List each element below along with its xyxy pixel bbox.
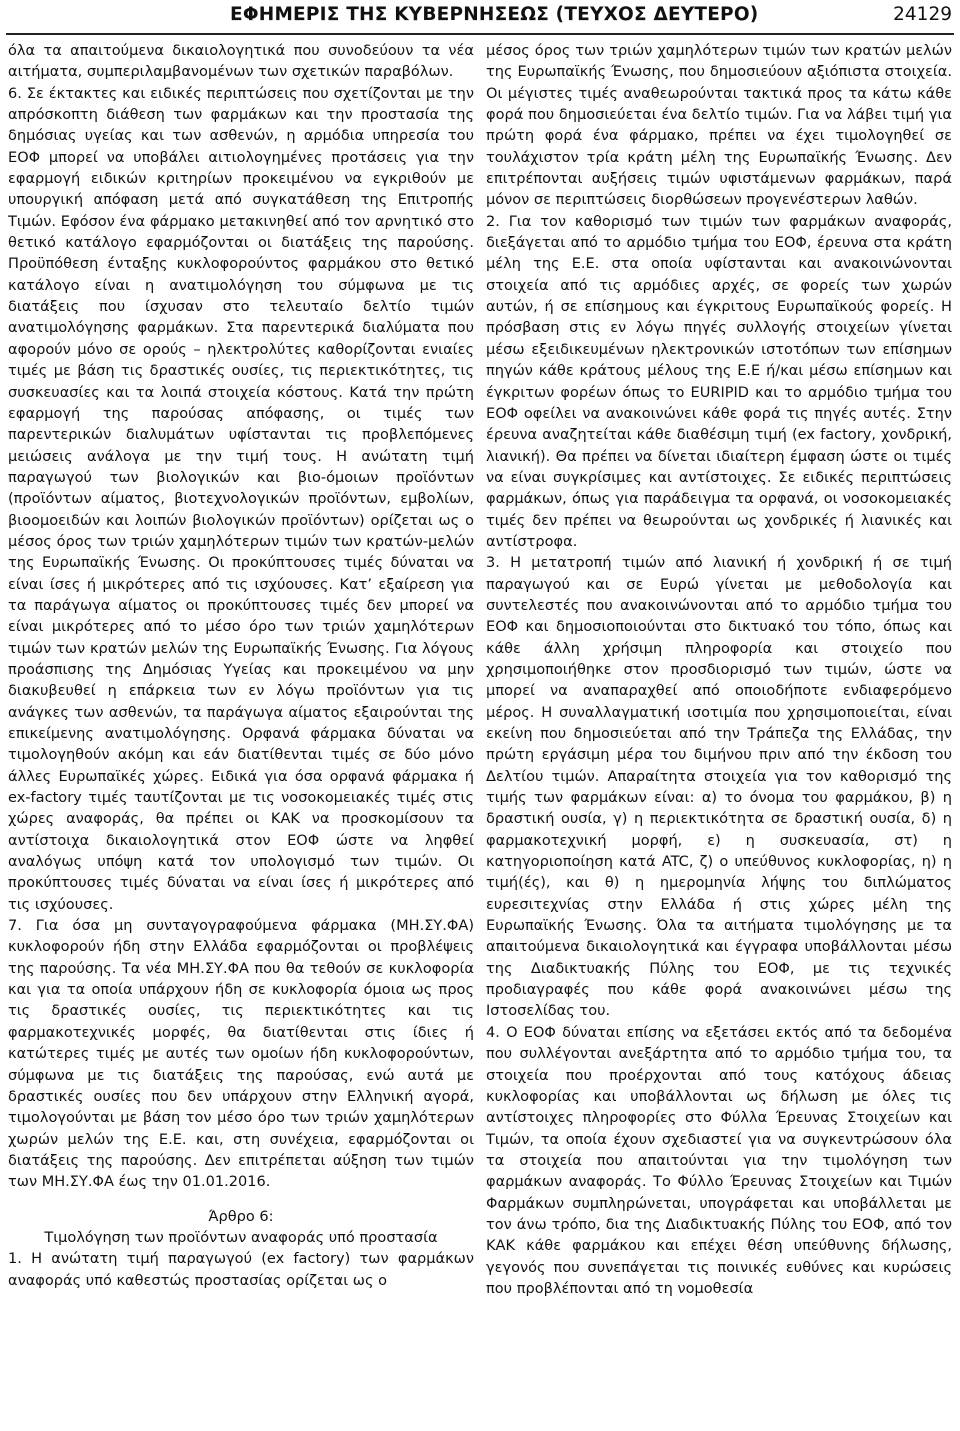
left-column [8, 40, 474, 1291]
right-paragraph-2: 2. Για τον καθορισμό των τιμών των φαρμάκων αναφοράς, διεξάγεται από το αρμόδιο τμήμα του ΕΟΦ, έρευνα στα κράτη μέλη της Ε.Ε. στα οποία υφίστανται και ανακοινώνονται στοιχεία από τις αρμόδιες αρχές, σε φορείς των χωρών αυτών, ή σε επίσημους και έγκριτους Ευρωπαϊκούς φορείς. Η πρόσβαση στις εν λόγω πηγές συλλογής στοιχείων γίνεται μέσω εξειδικευμένων ηλεκτρονικών ιστοτόπων των επίσημων πηγών κάθε κράτους μέλους της Ε.Ε ή/και μέσω επίσημων και έγκριτων φορέων όπως το EURIPID και το αρμόδιο τμήμα του ΕΟΦ οφείλει να ανακοινώνει κάθε φορά τις πηγές αυτές. Στην έρευνα αναζητείται κάθε διαθέσιμη τιμή (ex factory, χονδρική, λιανική). Θα πρέπει να δίνεται ιδιαίτερη έμφαση ώστε οι τιμές να είναι συγκρίσιμες και αντίστοιχες. Σε ειδικές περιπτώσεις φαρμάκων, όπως για παράδειγμα τα ορφανά, οι νοσοκομειακές τιμές δεν πρέπει να θεωρούνται ως χονδρικές ή λιανικές και αντίστροφα. [486, 212, 952, 550]
right-column [486, 40, 952, 1299]
article-title: Τιμολόγηση των προϊόντων αναφοράς υπό προστασία [44, 1228, 438, 1246]
gazette-title: ΕΦΗΜΕΡΙΣ ΤΗΣ ΚΥΒΕΡΝΗΣΕΩΣ (ΤΕΥΧΟΣ ΔΕΥΤΕΡΟ) [230, 4, 759, 25]
right-paragraph-1: μέσος όρος των τριών χαμηλότερων τιμών των κρατών μελών της Ευρωπαϊκής Ένωσης, που δημοσιεύουν αξιόπιστα στοιχεία. Οι μέγιστες τιμές αναθεωρούνται τακτικά προς τα κάτω κάθε φορά που δημοσιεύεται ένα δελτίο τιμών. Για να λάβει τιμή για πρώτη φορά ένα φάρμακο, πρέπει να έχει τιμολογηθεί σε τουλάχιστον τρία κράτη μέλη της Ευρωπαϊκής Ένωσης. Δεν επιτρέπονται αυξήσεις τιμών υφιστάμενων φαρμάκων, παρά μόνον σε περιπτώσεις διορθώσεων προγενέστερων λαθών. [486, 42, 952, 209]
page-number: 24129 [893, 4, 952, 25]
right-paragraph-3: 3. Η μετατροπή τιμών από λιανική ή χονδρική ή σε τιμή παραγωγού και σε Ευρώ γίνεται με μεθοδολογία και συντελεστές που ανακοινώνονται από το αρμόδιο τμήμα του ΕΟΦ και δημοσιοποιούνται στο δικτυακό του τόπο, όπως και κάθε άλλη χρήσιμη πληροφορία και στοιχείο που χρησιμοποιήθηκε στον προσδιορισμό των τιμών, ώστε να μπορεί να αναπαραχθεί από οποιοδήποτε ενδιαφερόμενο μέρος. Η συναλλαγματική ισοτιμία που χρησιμοποιείται, είναι εκείνη που δημοσιεύεται από την Τράπεζα της Ελλάδας, την πρώτη εργάσιμη μέρα του διμήνου πριν από την έκδοση του Δελτίου τιμών. Απαραίτητα στοιχεία για τον καθορισμό της τιμής των φαρμάκων είναι: α) το όνομα του φαρμάκου, β) η δραστική ουσία, γ) η περιεκτικότητα σε δραστική ουσία, δ) η φαρμακοτεχνική μορφή, ε) η συσκευασία, στ) η κατηγοριοποίηση κατά ATC, ζ) ο υπεύθυνος κυκλοφορίας, η) η τιμή(ές), και θ) η ημερομηνία λήψης του διπλώματος ευρεσιτεχνίας στην Ελλάδα ή στις χώρες μέλη της Ευρωπαϊκής Ένωσης. Όλα τα αιτήματα τιμολόγησης με τα απαιτούμενα δικαιολογητικά και έγγραφα υποβάλλονται μέσω της Διαδικτυακής Πύλης του ΕΟΦ, με τις τεχνικές προδιαγραφές που κάθε φορά ανακοινώνει μέσω της Ιστοσελίδας του. [486, 554, 952, 1020]
article-heading: Άρθρο 6: [208, 1207, 274, 1225]
left-paragraph-3: 7. Για όσα μη συνταγογραφούμενα φάρμακα (ΜΗ.ΣΥ.ΦΑ) κυκλοφορούν ήδη στην Ελλάδα εφαρμόζονται οι προβλέψεις της παρούσης. Τα νέα ΜΗ.ΣΥ.ΦΑ που θα τεθούν σε κυκλοφορία και για τα οποία υπάρχουν ήδη σε κυκλοφορία όμοια ως προς τις δραστικές ουσίες, τις περιεκτικότητες και τις φαρμακοτεχνικές μορφές, θα διατίθενται στις ίδιες ή κατώτερες τιμές με αυτές των ομοίων ήδη κυκλοφορούντων, σύμφωνα με τις διατάξεις της παρούσας, ενώ αυτά με δραστικές ουσίες που δεν υπάρχουν στην Ελληνική αγορά, τιμολογούνται με βάση τον μέσο όρο των τριών χαμηλότερων χωρών μελών της Ε.Ε. και, στη συνέχεια, εφαρμόζονται οι διατάξεις της παρούσης. Δεν επιτρέπεται αύξηση των τιμών των ΜΗ.ΣΥ.ΦΑ έως την 01.01.2016. [8, 917, 474, 1191]
left-paragraph-4: 1. Η ανώτατη τιμή παραγωγού (ex factory) των φαρμάκων αναφοράς υπό καθεστώς προστασίας ορίζεται ως ο [8, 1250, 474, 1289]
left-paragraph-1: όλα τα απαιτούμενα δικαιολογητικά που συνοδεύουν τα νέα αιτήματα, συμπεριλαμβανομένων των σχετικών παραβόλων. [8, 42, 474, 81]
page-header [0, 0, 960, 36]
header-rule [6, 33, 954, 35]
left-paragraph-2: 6. Σε έκτακτες και ειδικές περιπτώσεις που σχετίζονται με την απρόσκοπτη διάθεση των φαρμάκων και την προστασία της δημόσιας υγείας και των ασθενών, η αρμόδια υπηρεσία του ΕΟΦ μπορεί να υποβάλει αιτιολογημένες προτάσεις για την εφαρμογή ειδικών κριτηρίων προκειμένου να εγκριθούν με υπουργική απόφαση μετά από συγκατάθεση της Επιτροπής Τιμών. Εφόσον ένα φάρμακο μετακινηθεί από τον αρνητικό στο θετικό κατάλογο εφαρμόζονται οι διατάξεις της παρούσης. Προϋπόθεση ένταξης κυκλοφορούντος φαρμάκου στο θετικό κατάλογο είναι η ανατιμολόγηση του σύμφωνα με τις διατάξεις που ίσχυσαν στο τελευταίο δελτίο τιμών ανατιμολόγησης φαρμάκων. Στα παρεντερικά διαλύματα που αφορούν μόνο σε ορούς – ηλεκτρολύτες καθορίζονται ενιαίες τιμές με βάση τις δραστικές ουσίες, τις περιεκτικότητες, τις συσκευασίες και τα λοιπά στοιχεία κόστους. Κατά την πρώτη εφαρμογή της παρούσας απόφασης, οι τιμές των παρεντερικών διαλυμάτων υφίστανται τις προβλεπόμενες μειώσεις ανάλογα με την τιμή τους. Η ανώτατη τιμή παραγωγού των βιολογικών και βιο-όμοιων προϊόντων (προϊόντων αίματος, βιοτεχνολογικών προϊόντων, εμβολίων, βιοομοειδών και λοιπών βιολογικών προϊόντων) ορίζεται ως ο μέσος όρος των τριών χαμηλότερων τιμών των κρατών-μελών της Ευρωπαϊκής Ένωσης. Οι προκύπτουσες τιμές δύναται να είναι ίσες ή μικρότερες από τις ισχύουσες. Κατ’ εξαίρεση για τα παράγωγα αίματος οι προκύπτουσες τιμές δεν μπορεί να είναι μικρότερες από το μέσο όρο των τριών χαμηλότερων τιμών των κρατών μελών της Ευρωπαϊκής Ένωσης. Για λόγους προάσπισης της Δημόσιας Υγείας και προκειμένου να μην διακυβευθεί η επάρκεια των εν λόγω προϊόντων για τις ανάγκες των ασθενών, τα παράγωγα αίματος εξαιρούνται της επικείμενης ανατιμολόγησης. Ορφανά φάρμακα δύναται να τιμολογηθούν ακόμη και εάν διατίθενται τιμές σε δύο μόνο άλλες Ευρωπαϊκές χώρες. Ειδικά για όσα ορφανά φάρμακα ή ex-factory τιμές ταυτίζονται με τις νοσοκομειακές τιμές στις χώρες αναφοράς, θα πρέπει οι ΚΑΚ να προσκομίσουν τα αντίστοιχα δικαιολογητικά στον ΕΟΦ ώστε να ληφθεί αναλόγως υπόψη κατά τον υπολογισμό των τιμών. Οι προκύπτουσες τιμές δύναται να είναι ίσες ή μικρότερες από τις ισχύουσες. [8, 84, 474, 913]
right-paragraph-4: 4. Ο ΕΟΦ δύναται επίσης να εξετάσει εκτός από τα δεδομένα που συλλέγονται ανεξάρτητα από το αρμόδιο τμήμα του, τα στοιχεία που προέρχονται από τους κατόχους άδειας κυκλοφορίας και υποβάλλονται ως δήλωση με όλες τις αντίστοιχες πληροφορίες στο Φύλλα Έρευνας Στοιχείων και Τιμών, τα οποία έχουν σχεδιαστεί για να συγκεντρώσουν όλα τα στοιχεία που απαιτούνται για την τιμολόγηση των φαρμάκων αναφοράς. Το Φύλλο Έρευνας Στοιχείων και Τιμών Φαρμάκων συμπληρώνεται, υπογράφεται και υποβάλλεται με τον άνω τρόπο, δια της Διαδικτυακής Πύλης του ΕΟΦ, από τον ΚΑΚ κάθε φαρμάκου και επέχει θέση υπεύθυνης δήλωσης, γεγονός που συνεπάγεται τις ποινικές ευθύνες και κυρώσεις που προβλέπονται από τη νομοθεσία [486, 1023, 952, 1297]
